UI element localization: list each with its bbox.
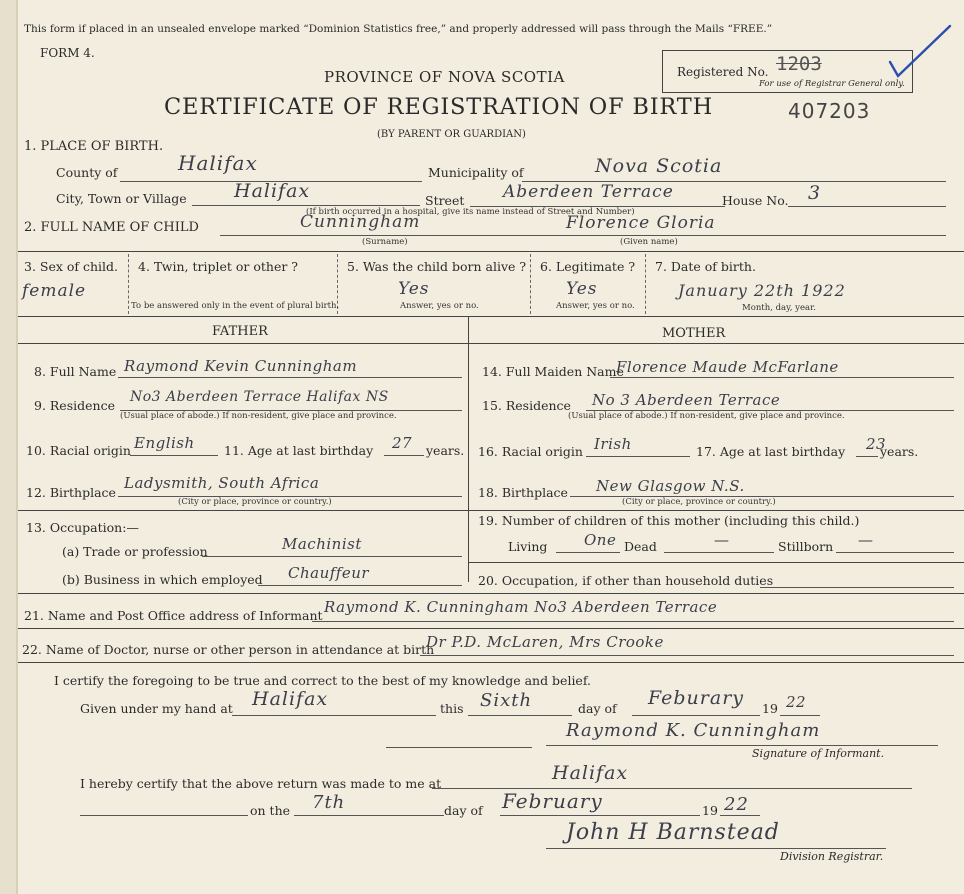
- birth-date-value: January 22th 1922: [678, 281, 846, 300]
- street-label: Street: [425, 193, 465, 208]
- birth-date-label: 7. Date of birth.: [655, 259, 756, 274]
- city-label: City, Town or Village: [56, 191, 187, 206]
- mother-residence-value: No 3 Aberdeen Terrace: [592, 391, 781, 409]
- mother-racial-label: 16. Racial origin: [478, 444, 583, 459]
- registered-number: 1203: [776, 53, 822, 75]
- mail-notice: This form if placed in an unsealed envelope marked “Dominion Statistics free,” and properly addressed will pass through the Mails “FREE.”: [24, 23, 773, 35]
- born-alive-label: 5. Was the child born alive ?: [347, 259, 527, 274]
- born-alive-note: Answer, yes or no.: [400, 301, 479, 311]
- doctor-value: Dr P.D. McLaren, Mrs Crooke: [426, 633, 664, 651]
- registered-label: Registered No.: [677, 65, 769, 79]
- hospital-note: (If birth occurred in a hospital, give its name instead of Street and Number): [306, 207, 635, 217]
- informant-signature: Raymond K. Cunningham: [566, 720, 821, 741]
- county-value: Halifax: [178, 151, 258, 175]
- informant-label: 21. Name and Post Office address of Informant: [24, 608, 323, 623]
- stillborn-value: —: [858, 531, 874, 549]
- registrar-day-of-label: day of: [444, 803, 483, 818]
- stillborn-label: Stillborn: [778, 539, 834, 554]
- street-value: Aberdeen Terrace: [503, 182, 674, 202]
- mother-age-label: 17. Age at last birthday: [696, 444, 846, 459]
- father-racial-value: English: [134, 434, 195, 452]
- father-name-label: 8. Full Name: [34, 364, 117, 379]
- mother-racial-value: Irish: [594, 435, 632, 453]
- given-year-prefix: 19: [762, 701, 778, 716]
- given-year-value: 22: [786, 693, 807, 711]
- father-heading: FATHER: [212, 324, 268, 339]
- occupation-heading: 13. Occupation:—: [26, 520, 139, 535]
- father-age-label: 11. Age at last birthday: [224, 443, 374, 458]
- mother-name-label: 14. Full Maiden Name: [482, 364, 624, 379]
- twin-note: To be answered only in the event of plural birth.: [131, 301, 340, 311]
- binding-edge: [16, 0, 18, 894]
- registrar-place-value: Halifax: [552, 762, 629, 784]
- day-of-label: day of: [578, 701, 617, 716]
- mother-name-value: Florence Maude McFarlane: [616, 358, 839, 376]
- father-residence-value: No3 Aberdeen Terrace Halifax NS: [130, 389, 389, 405]
- registrar-signature: John H Barnstead: [566, 820, 780, 845]
- trade-label: (a) Trade or profession: [62, 544, 208, 559]
- child-given-name: Florence Gloria: [566, 213, 716, 233]
- business-label: (b) Business in which employed: [62, 572, 263, 587]
- father-racial-label: 10. Racial origin: [26, 443, 131, 458]
- registrar-statement: I hereby certify that the above return was made to me at: [80, 776, 442, 791]
- given-day-value: Sixth: [480, 690, 533, 711]
- child-surname: Cunningham: [300, 212, 421, 232]
- surname-caption: (Surname): [362, 237, 408, 247]
- mother-heading: MOTHER: [662, 326, 726, 341]
- father-name-value: Raymond Kevin Cunningham: [124, 357, 358, 375]
- living-value: One: [584, 531, 617, 549]
- certify-statement: I certify the foregoing to be true and correct to the best of my knowledge and belief.: [54, 673, 591, 688]
- informant-value: Raymond K. Cunningham No3 Aberdeen Terrace: [324, 598, 718, 616]
- registrar-month-value: February: [502, 789, 603, 813]
- legitimate-label: 6. Legitimate ?: [540, 259, 636, 274]
- mother-residence-label: 15. Residence: [482, 398, 571, 413]
- given-under-label: Given under my hand at: [80, 701, 233, 716]
- mother-age-value: 23: [866, 435, 887, 453]
- father-age-value: 27: [392, 434, 413, 452]
- child-name-label: 2. FULL NAME OF CHILD: [24, 220, 199, 235]
- sex-value: female: [22, 281, 87, 301]
- city-value: Halifax: [234, 180, 311, 202]
- dead-value: —: [714, 531, 730, 549]
- mother-birthplace-value: New Glasgow N.S.: [596, 477, 745, 495]
- sex-label: 3. Sex of child.: [24, 259, 119, 274]
- province-heading: PROVINCE OF NOVA SCOTIA: [324, 68, 565, 86]
- registrar-year-prefix: 19: [702, 803, 718, 818]
- county-label: County of: [56, 165, 118, 180]
- father-birthplace-note: (City or place, province or country.): [178, 497, 332, 507]
- dead-label: Dead: [624, 539, 657, 554]
- form-number: FORM 4.: [40, 46, 95, 60]
- doctor-label: 22. Name of Doctor, nurse or other person in attendance at birth: [22, 642, 435, 657]
- page-title: CERTIFICATE OF REGISTRATION OF BIRTH: [164, 94, 714, 120]
- children-count-label: 19. Number of children of this mother (including this child.): [478, 513, 860, 528]
- municipality-value: Nova Scotia: [595, 155, 723, 177]
- place-of-birth-heading: 1. PLACE OF BIRTH.: [24, 139, 164, 154]
- registrar-note: For use of Registrar General only.: [759, 79, 905, 89]
- born-alive-value: Yes: [398, 279, 430, 299]
- mother-birthplace-note: (City or place, province or country.): [622, 497, 776, 507]
- certificate-number: 407203: [788, 99, 871, 123]
- check-mark-icon: [884, 22, 954, 80]
- given-month-value: Feburary: [648, 687, 745, 709]
- father-years: years.: [426, 443, 465, 458]
- mother-occupation-label: 20. Occupation, if other than household duties: [478, 573, 774, 588]
- registrar-box: [662, 50, 913, 93]
- registrar-year-value: 22: [724, 794, 749, 815]
- mother-birthplace-label: 18. Birthplace: [478, 485, 568, 500]
- house-label: House No.: [722, 193, 789, 208]
- mother-years: years.: [880, 444, 919, 459]
- on-the-label: on the: [250, 803, 291, 818]
- municipality-label: Municipality of: [428, 165, 524, 180]
- registrar-day-value: 7th: [312, 792, 346, 813]
- given-place-value: Halifax: [252, 688, 329, 710]
- page-subtitle: (BY PARENT OR GUARDIAN): [377, 129, 526, 140]
- legitimate-note: Answer, yes or no.: [556, 301, 635, 311]
- business-value: Chauffeur: [288, 564, 370, 582]
- legitimate-value: Yes: [566, 279, 598, 299]
- informant-signature-caption: Signature of Informant.: [752, 747, 885, 760]
- binding-strip: [0, 0, 17, 894]
- father-birthplace-label: 12. Birthplace: [26, 485, 116, 500]
- father-residence-label: 9. Residence: [34, 398, 115, 413]
- father-birthplace-value: Ladysmith, South Africa: [124, 474, 320, 492]
- registrar-caption: Division Registrar.: [780, 850, 884, 863]
- birth-date-note: Month, day, year.: [742, 303, 816, 313]
- house-value: 3: [808, 182, 822, 204]
- trade-value: Machinist: [282, 535, 362, 553]
- father-residence-note: (Usual place of abode.) If non-resident, give place and province.: [120, 411, 397, 421]
- twin-label: 4. Twin, triplet or other ?: [138, 259, 298, 274]
- mother-residence-note: (Usual place of abode.) If non-resident, give place and province.: [568, 411, 845, 421]
- living-label: Living: [508, 539, 548, 554]
- this-label: this: [440, 701, 464, 716]
- given-name-caption: (Given name): [620, 237, 678, 247]
